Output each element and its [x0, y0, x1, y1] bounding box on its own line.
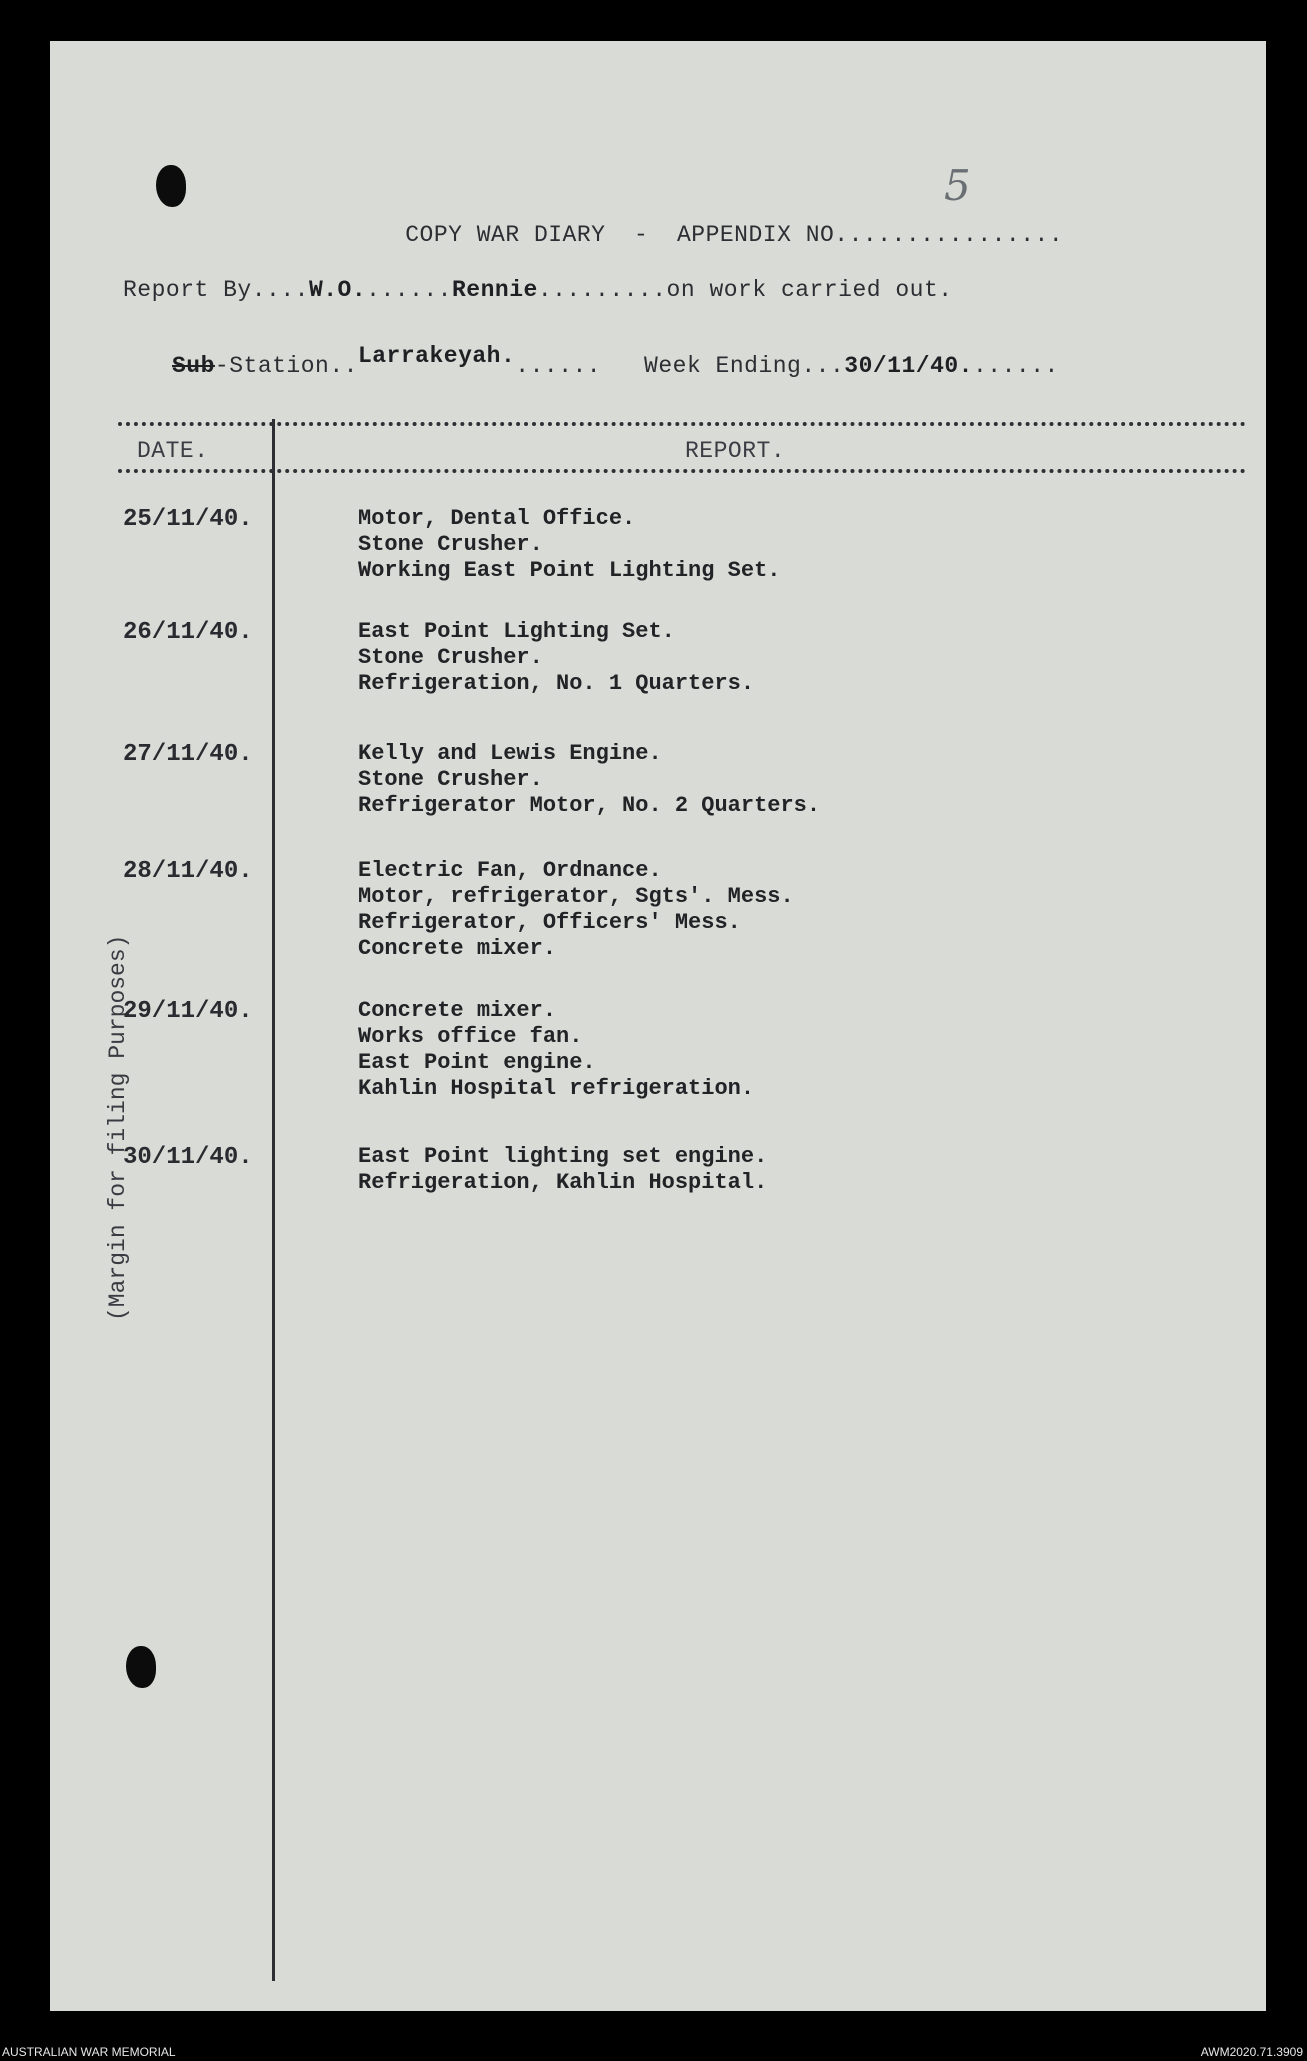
entry-item: East Point engine.: [358, 1050, 596, 1075]
entry-date: 29/11/40.: [123, 998, 253, 1025]
appendix-number: 5: [944, 161, 971, 210]
date-column-header: DATE.: [137, 438, 209, 464]
column-divider: [272, 419, 275, 1981]
week-ending-trail: ......: [973, 353, 1059, 379]
report-by-prefix: Report By....: [123, 277, 309, 303]
entry-date: 26/11/40.: [123, 619, 253, 646]
entry-item: Stone Crusher.: [358, 767, 543, 792]
report-suffix: .........on work carried out.: [537, 277, 953, 303]
struck-text: Sub: [172, 353, 215, 379]
station-line: [172, 343, 1059, 379]
report-by-line: [123, 277, 953, 303]
entry-item: Stone Crusher.: [358, 645, 543, 670]
entry-item: Refrigerator Motor, No. 2 Quarters.: [358, 793, 821, 818]
entry-items: [358, 619, 754, 697]
title-text: COPY WAR DIARY - APPENDIX: [405, 222, 792, 248]
entry-item: East Point lighting set engine.: [358, 1144, 768, 1169]
entry-item: Motor, Dental Office.: [358, 506, 636, 531]
appendix-label: NO................: [805, 222, 1064, 248]
entry-items: [358, 858, 794, 962]
punch-hole: [156, 165, 186, 207]
entry-date: 30/11/40.: [123, 1144, 253, 1171]
footer-left: AUSTRALIAN WAR MEMORIAL: [2, 2045, 176, 2059]
week-ending-value: 30/11/40.: [844, 353, 973, 379]
entry-items: [358, 741, 820, 819]
entry-date: 27/11/40.: [123, 741, 253, 768]
document-page: [50, 41, 1266, 2011]
entry-items: [358, 506, 780, 584]
top-dotted-rule: [118, 422, 1246, 426]
entry-item: Stone Crusher.: [358, 532, 543, 557]
report-rank: W.O.: [308, 277, 367, 303]
entry-items: [358, 1144, 767, 1196]
entry-item: East Point Lighting Set.: [358, 619, 675, 644]
station-spacer: ......: [515, 353, 602, 379]
report-column-header: REPORT.: [685, 438, 786, 464]
entry-item: Kahlin Hospital refrigeration.: [358, 1076, 755, 1101]
report-name: Rennie: [451, 277, 538, 303]
station-name: Larrakeyah.: [357, 343, 516, 369]
entry-item: Working East Point Lighting Set.: [358, 558, 781, 583]
entry-item: Kelly and Lewis Engine.: [358, 741, 662, 766]
entry-item: Motor, refrigerator, Sgts'. Mess.: [358, 884, 794, 909]
entry-item: Electric Fan, Ordnance.: [358, 858, 662, 883]
entry-date: 28/11/40.: [123, 858, 253, 885]
entry-date: 25/11/40.: [123, 506, 253, 533]
entry-items: [358, 998, 754, 1102]
footer-right: AWM2020.71.3909: [1200, 2045, 1303, 2059]
entry-item: Concrete mixer.: [358, 998, 557, 1023]
punch-hole: [126, 1646, 156, 1688]
station-prefix: -Station..: [214, 353, 358, 379]
entry-item: Works office fan.: [358, 1024, 583, 1049]
margin-note: (Margin for filing Purposes): [105, 934, 131, 1321]
entry-item: Refrigeration, Kahlin Hospital.: [358, 1170, 768, 1195]
bottom-dotted-rule: [118, 469, 1246, 473]
entry-item: Refrigeration, No. 1 Quarters.: [358, 671, 755, 696]
entry-item: Refrigerator, Officers' Mess.: [358, 910, 741, 935]
entry-item: Concrete mixer.: [358, 936, 557, 961]
week-ending-label: Week Ending...: [644, 353, 845, 379]
report-spacer: ......: [366, 277, 452, 303]
